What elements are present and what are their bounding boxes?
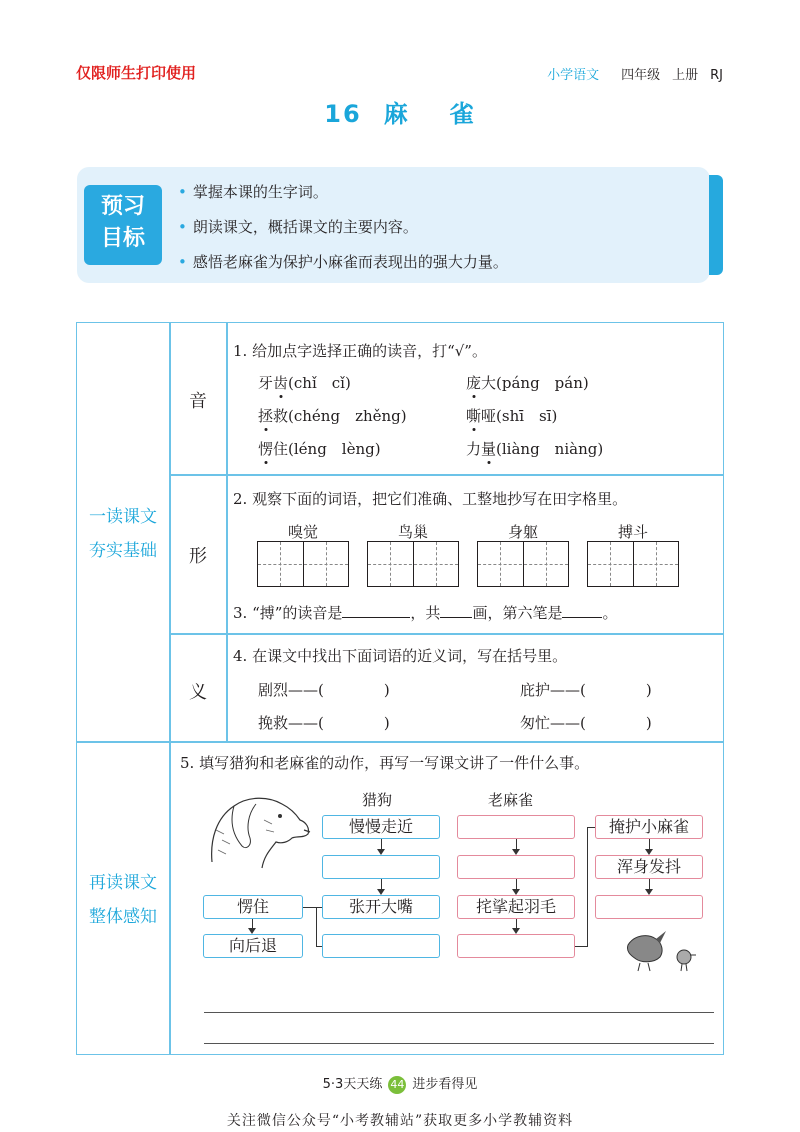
book-info bbox=[547, 64, 723, 83]
goal-item: • 朗读课文，概括课文的主要内容。 bbox=[178, 218, 418, 236]
sparrow-reaction-box[interactable]: 掩护小麻雀 bbox=[595, 815, 703, 839]
goals-panel-tab bbox=[709, 175, 723, 275]
flow-arrow bbox=[381, 879, 382, 889]
sparrow-reaction-box[interactable]: 浑身发抖 bbox=[595, 855, 703, 879]
answer-blank[interactable] bbox=[342, 603, 410, 618]
answer-blank[interactable] bbox=[562, 603, 602, 618]
flow-arrow-head bbox=[512, 849, 520, 855]
page-title bbox=[0, 94, 800, 129]
flow-arrow-head bbox=[645, 889, 653, 895]
flow-connector bbox=[575, 946, 587, 947]
pinyin-item: 庞大(páng pán) bbox=[466, 374, 589, 392]
flow-arrow bbox=[649, 879, 650, 889]
sparrow-action-box[interactable]: 挓挲起羽毛 bbox=[457, 895, 575, 919]
flow-arrow-head bbox=[645, 849, 653, 855]
term-label: 上册 bbox=[672, 68, 699, 83]
sparrow-action-box[interactable] bbox=[457, 855, 575, 879]
grid-word: 身躯 bbox=[507, 523, 538, 541]
flow-arrow-head bbox=[377, 849, 385, 855]
question-4: 4. 在课文中找出下面词语的近义词，写在括号里。 bbox=[233, 647, 568, 665]
table-divider bbox=[76, 741, 724, 743]
flow-arrow-head bbox=[512, 928, 520, 934]
tianzi-grid[interactable] bbox=[257, 541, 349, 587]
table-divider bbox=[169, 633, 724, 635]
grid-word: 鸟巢 bbox=[397, 523, 428, 541]
section-label-overview: 再读课文 整体感知 bbox=[89, 873, 157, 927]
pinyin-item: 力量(liàng niàng) bbox=[466, 440, 604, 458]
grade-label: 四年级 bbox=[621, 68, 661, 83]
answer-line[interactable] bbox=[204, 1012, 714, 1013]
dog-action-box[interactable]: 张开大嘴 bbox=[322, 895, 440, 919]
flow-arrow bbox=[516, 839, 517, 849]
goal-item: • 感悟老麻雀为保护小麻雀而表现出的强大力量。 bbox=[178, 253, 508, 271]
flow-connector bbox=[303, 907, 322, 908]
flow-arrow bbox=[516, 919, 517, 928]
flow-connector bbox=[587, 827, 595, 828]
edition-label: RJ bbox=[710, 68, 723, 83]
synonym-item[interactable]: 匆忙——( ) bbox=[520, 714, 652, 732]
flow-arrow-head bbox=[248, 928, 256, 934]
bottom-note: 关注微信公众号“小考教辅站”获取更多小学教辅资料 bbox=[226, 1113, 574, 1129]
dog-illustration bbox=[204, 790, 314, 870]
synonym-item[interactable]: 挽救——( ) bbox=[258, 714, 390, 732]
flow-connector bbox=[587, 827, 588, 947]
tianzi-grid[interactable] bbox=[587, 541, 679, 587]
lesson-number: 16 bbox=[324, 100, 362, 128]
sparrow-action-box[interactable] bbox=[457, 815, 575, 839]
sparrow-action-box[interactable] bbox=[457, 934, 575, 958]
goals-badge-line1: 预习 bbox=[100, 194, 145, 219]
category-meaning: 义 bbox=[189, 682, 207, 703]
column-heading-sparrow: 老麻雀 bbox=[488, 791, 534, 809]
pinyin-item: 嘶哑(shī sī) bbox=[466, 407, 558, 425]
column-heading-dog: 猎狗 bbox=[362, 791, 393, 809]
question-2: 2. 观察下面的词语，把它们准确、工整地抄写在田字格里。 bbox=[233, 490, 628, 508]
question-1: 1. 给加点字选择正确的读音，打“√”。 bbox=[233, 342, 487, 360]
page-footer bbox=[0, 1073, 800, 1094]
table-divider bbox=[226, 322, 228, 742]
footer-series: 5·3天天练 bbox=[322, 1077, 383, 1092]
tianzi-grid[interactable] bbox=[477, 541, 569, 587]
grid-word: 嗅觉 bbox=[287, 523, 318, 541]
page-number: 44 bbox=[388, 1076, 406, 1094]
section-label-basics: 一读课文 夯实基础 bbox=[89, 507, 157, 561]
grid-word: 搏斗 bbox=[617, 523, 648, 541]
synonym-item[interactable]: 庇护——( ) bbox=[520, 681, 652, 699]
pinyin-item: 愣住(léng lèng) bbox=[258, 440, 381, 458]
tianzi-grid[interactable] bbox=[367, 541, 459, 587]
print-watermark: 仅限师生打印使用 bbox=[76, 64, 197, 82]
category-sound: 音 bbox=[189, 391, 207, 412]
pinyin-item: 拯救(chéng zhěng) bbox=[258, 407, 407, 425]
subject-label: 小学语文 bbox=[547, 68, 600, 83]
flow-connector bbox=[316, 946, 322, 947]
pinyin-item: 牙齿(chǐ cǐ) bbox=[258, 374, 351, 392]
synonym-item[interactable]: 剧烈——( ) bbox=[258, 681, 390, 699]
table-divider bbox=[169, 474, 724, 476]
title-word-2: 雀 bbox=[449, 100, 476, 128]
flow-connector bbox=[316, 907, 317, 947]
flow-arrow-head bbox=[512, 889, 520, 895]
category-shape: 形 bbox=[189, 546, 207, 567]
answer-blank[interactable] bbox=[440, 603, 472, 618]
flow-arrow bbox=[381, 839, 382, 849]
sparrow-reaction-box[interactable] bbox=[595, 895, 703, 919]
flow-arrow bbox=[252, 919, 253, 928]
flow-arrow bbox=[649, 839, 650, 849]
flow-arrow-head bbox=[377, 889, 385, 895]
goal-item: • 掌握本课的生字词。 bbox=[178, 183, 328, 201]
dog-action-box[interactable] bbox=[322, 855, 440, 879]
dog-action-box[interactable]: 慢慢走近 bbox=[322, 815, 440, 839]
dog-action-box[interactable] bbox=[322, 934, 440, 958]
flow-arrow bbox=[516, 879, 517, 889]
title-word-1: 麻 bbox=[383, 100, 410, 128]
dog-reaction-box[interactable]: 愣住 bbox=[203, 895, 303, 919]
answer-line[interactable] bbox=[204, 1043, 714, 1044]
question-5: 5. 填写猎狗和老麻雀的动作，再写一写课文讲了一件什么事。 bbox=[180, 754, 590, 772]
footer-slogan: 进步看得见 bbox=[412, 1077, 478, 1092]
sparrows-illustration bbox=[620, 925, 700, 975]
goals-badge-line2: 目标 bbox=[100, 226, 145, 251]
question-3: 3. “搏”的读音是 ，共 画，第六笔是 。 bbox=[233, 604, 618, 622]
goals-badge bbox=[84, 185, 162, 265]
dog-reaction-box[interactable]: 向后退 bbox=[203, 934, 303, 958]
